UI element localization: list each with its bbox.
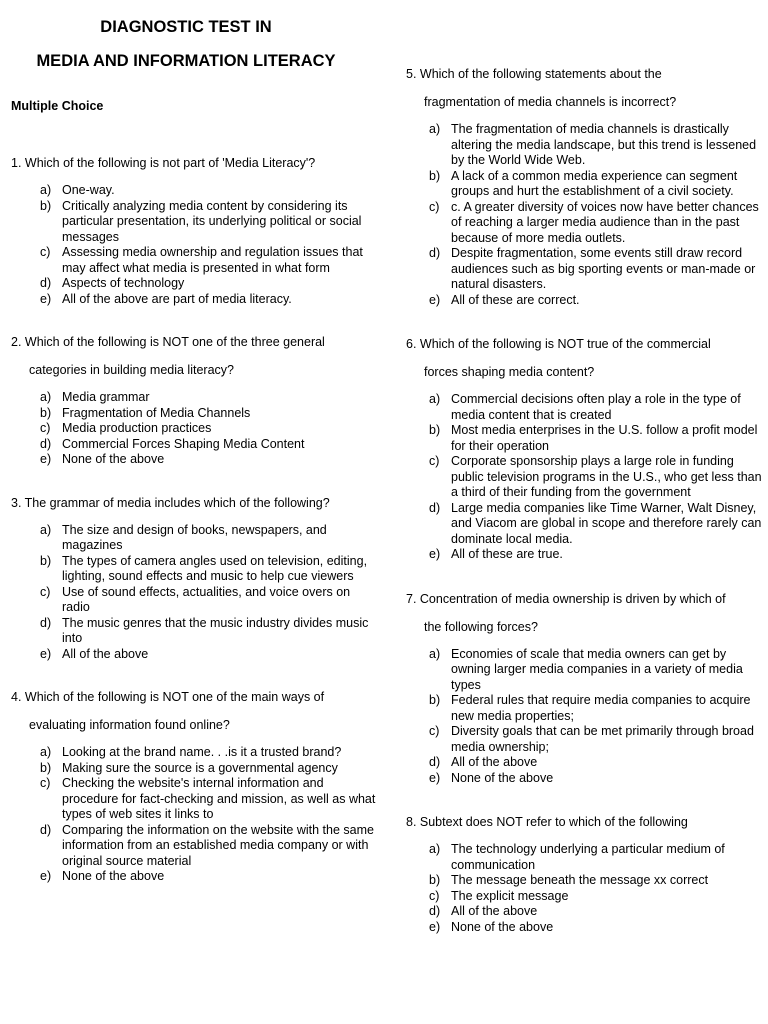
option-letter: b) bbox=[40, 760, 52, 775]
option-letter: c) bbox=[429, 454, 440, 468]
option-letter: e) bbox=[429, 770, 441, 785]
option-letter: a) bbox=[429, 646, 441, 661]
option-text: Looking at the brand name. . .is it a trusted brand? bbox=[62, 745, 342, 759]
option-letter: e) bbox=[40, 452, 52, 466]
option-letter: c) bbox=[40, 421, 51, 435]
answer-options bbox=[11, 745, 381, 885]
option-letter: a) bbox=[40, 183, 52, 197]
question-text: 5. Which of the following statements about the bbox=[406, 67, 662, 81]
option-text: All of these are correct. bbox=[451, 292, 580, 307]
option-text: The music genres that the music industry divides music into bbox=[62, 615, 369, 645]
option-text: Assessing media ownership and regulation issues that may affect what media is presented in what form bbox=[62, 245, 363, 275]
answer-options bbox=[11, 183, 381, 307]
question-text: 6. Which of the following is NOT true of the commercial bbox=[406, 337, 711, 351]
option-text: Economies of scale that media owners can get by owning larger media companies in a variety of media types bbox=[451, 646, 743, 692]
option-e bbox=[11, 647, 381, 663]
answer-options bbox=[11, 523, 381, 663]
option-text: Commercial decisions often play a role in the type of media content that is created bbox=[451, 392, 741, 422]
question-5 bbox=[406, 66, 762, 308]
option-c bbox=[406, 200, 762, 247]
option-a bbox=[11, 390, 381, 406]
option-a bbox=[406, 647, 762, 694]
answer-options bbox=[406, 122, 762, 308]
option-e bbox=[406, 920, 762, 936]
answer-options bbox=[11, 390, 381, 468]
option-text: Most media enterprises in the U.S. follow a profit model for their operation bbox=[451, 423, 758, 453]
option-a bbox=[11, 523, 381, 554]
question-text: 8. Subtext does NOT refer to which of the following bbox=[406, 815, 688, 829]
option-b bbox=[11, 406, 381, 422]
option-text: The types of camera angles used on television, editing, lighting, sound effects and music to help cue viewers bbox=[62, 553, 368, 583]
document-title-line1: DIAGNOSTIC TEST IN bbox=[100, 18, 272, 36]
question-text: 4. Which of the following is NOT one of the main ways of bbox=[11, 690, 325, 704]
option-letter: b) bbox=[40, 553, 52, 568]
question-text: 7. Concentration of media ownership is driven by which of bbox=[406, 591, 726, 606]
question-text: 2. Which of the following is NOT one of the three general bbox=[11, 335, 325, 349]
option-letter: a) bbox=[40, 745, 52, 759]
option-letter: e) bbox=[40, 291, 52, 306]
option-text: The message beneath the message xx correct bbox=[451, 873, 709, 887]
option-d bbox=[11, 616, 381, 647]
section-heading: Multiple Choice bbox=[11, 99, 104, 113]
option-a bbox=[406, 392, 762, 423]
option-c bbox=[11, 245, 381, 276]
option-text: None of the above bbox=[451, 919, 554, 934]
answer-options bbox=[406, 392, 762, 563]
option-letter: a) bbox=[429, 392, 441, 406]
question-text-continued: the following forces? bbox=[424, 619, 538, 634]
option-b bbox=[11, 761, 381, 777]
option-text: All of the above bbox=[62, 646, 149, 661]
option-letter: c) bbox=[40, 584, 51, 599]
option-d bbox=[406, 501, 762, 548]
option-a bbox=[406, 122, 762, 169]
option-letter: d) bbox=[429, 904, 441, 918]
option-letter: b) bbox=[429, 693, 441, 707]
option-letter: a) bbox=[40, 390, 52, 404]
option-e bbox=[406, 293, 762, 309]
option-c bbox=[11, 585, 381, 616]
question-3 bbox=[11, 495, 381, 663]
option-b bbox=[406, 693, 762, 724]
option-text: None of the above bbox=[62, 452, 165, 466]
option-text: All of the above bbox=[451, 755, 538, 769]
answer-options bbox=[406, 647, 762, 787]
option-letter: c) bbox=[429, 199, 440, 214]
option-a bbox=[406, 842, 762, 873]
option-text: Fragmentation of Media Channels bbox=[62, 405, 251, 420]
option-letter: d) bbox=[429, 500, 441, 515]
option-a bbox=[11, 183, 381, 199]
option-letter: b) bbox=[429, 168, 441, 183]
option-text: Media production practices bbox=[62, 421, 212, 435]
option-text: The technology underlying a particular medium of communication bbox=[451, 842, 725, 872]
question-1 bbox=[11, 155, 381, 307]
question-7 bbox=[406, 591, 762, 787]
option-text: Federal rules that require media companies to acquire new media properties; bbox=[451, 693, 751, 723]
option-e bbox=[406, 547, 762, 563]
document-title-line2: MEDIA AND INFORMATION LITERACY bbox=[36, 52, 336, 70]
option-letter: e) bbox=[429, 919, 441, 934]
question-text: 1. Which of the following is not part of 'Media Literacy'? bbox=[11, 156, 316, 170]
option-text: One-way. bbox=[62, 183, 115, 197]
option-letter: c) bbox=[40, 245, 51, 259]
question-2 bbox=[11, 334, 381, 468]
option-text: A lack of a common media experience can segment groups and hurt the establishment of a civil society. bbox=[451, 168, 738, 198]
option-letter: d) bbox=[40, 436, 52, 451]
option-c bbox=[11, 421, 381, 437]
option-letter: d) bbox=[429, 246, 441, 260]
option-letter: d) bbox=[40, 276, 52, 290]
option-letter: c) bbox=[429, 888, 440, 903]
option-b bbox=[406, 873, 762, 889]
option-text: All of the above are part of media literacy. bbox=[62, 291, 292, 306]
option-text: Making sure the source is a governmental agency bbox=[62, 760, 338, 775]
option-b bbox=[406, 169, 762, 200]
option-b bbox=[11, 554, 381, 585]
option-d bbox=[11, 437, 381, 453]
question-text-continued: evaluating information found online? bbox=[29, 718, 230, 732]
option-e bbox=[11, 452, 381, 468]
option-letter: d) bbox=[40, 615, 52, 630]
option-text: Comparing the information on the website with the same information from an established media company or with original source material bbox=[62, 822, 374, 868]
option-letter: d) bbox=[429, 755, 441, 769]
option-text: Diversity goals that can be met primarily through broad media ownership; bbox=[451, 724, 754, 754]
left-column bbox=[11, 10, 381, 885]
option-letter: e) bbox=[429, 292, 441, 307]
option-b bbox=[406, 423, 762, 454]
right-column bbox=[406, 66, 762, 935]
option-d bbox=[406, 755, 762, 771]
option-letter: a) bbox=[429, 122, 441, 136]
option-text: None of the above bbox=[62, 869, 165, 883]
option-e bbox=[406, 771, 762, 787]
option-c bbox=[406, 454, 762, 501]
option-letter: e) bbox=[40, 869, 52, 883]
option-text: Aspects of technology bbox=[62, 276, 185, 290]
option-text: Critically analyzing media content by considering its particular presentation, its underlying political or social messages bbox=[62, 198, 362, 244]
option-text: Despite fragmentation, some events still draw record audiences such as big sporting events or man-made or natural disasters. bbox=[451, 246, 756, 291]
option-text: Large media companies like Time Warner, Walt Disney, and Viacom are global in scope and therefore rarely can dominate local media. bbox=[451, 500, 762, 546]
option-d bbox=[11, 823, 381, 870]
option-text: Media grammar bbox=[62, 390, 150, 404]
question-text-continued: forces shaping media content? bbox=[424, 365, 595, 379]
answer-options bbox=[406, 842, 762, 935]
option-letter: b) bbox=[40, 198, 52, 213]
option-c bbox=[406, 724, 762, 755]
option-d bbox=[406, 246, 762, 293]
option-e bbox=[11, 869, 381, 885]
option-text: Use of sound effects, actualities, and voice overs on radio bbox=[62, 584, 351, 614]
option-letter: e) bbox=[429, 547, 441, 561]
option-b bbox=[11, 199, 381, 246]
option-letter: d) bbox=[40, 822, 52, 837]
option-a bbox=[11, 745, 381, 761]
option-text: Commercial Forces Shaping Media Content bbox=[62, 436, 305, 451]
option-letter: b) bbox=[429, 873, 441, 887]
option-c bbox=[11, 776, 381, 823]
question-text-continued: categories in building media literacy? bbox=[29, 363, 234, 377]
option-letter: a) bbox=[40, 522, 52, 537]
option-text: Corporate sponsorship plays a large role in funding public television programs in the U.S., who get less than a third of their funding from the government bbox=[451, 454, 762, 499]
question-4 bbox=[11, 689, 381, 885]
option-letter: c) bbox=[429, 724, 440, 738]
option-text: Checking the website's internal information and procedure for fact-checking and mission, as well as what types of web sites it links to bbox=[62, 776, 376, 821]
option-d bbox=[11, 276, 381, 292]
option-text: All of these are true. bbox=[451, 547, 563, 561]
option-e bbox=[11, 292, 381, 308]
option-letter: b) bbox=[40, 405, 52, 420]
option-text: None of the above bbox=[451, 770, 554, 785]
option-text: The fragmentation of media channels is drastically altering the media landscape, but this trend is lessened by the World Wide Web. bbox=[451, 122, 757, 167]
option-letter: c) bbox=[40, 776, 51, 790]
option-letter: e) bbox=[40, 646, 52, 661]
option-letter: b) bbox=[429, 423, 441, 437]
question-6 bbox=[406, 336, 762, 563]
option-text: The explicit message bbox=[451, 888, 569, 903]
option-text: The size and design of books, newspapers, and magazines bbox=[62, 522, 327, 552]
option-text: All of the above bbox=[451, 904, 538, 918]
question-text: 3. The grammar of media includes which of the following? bbox=[11, 495, 330, 510]
question-8 bbox=[406, 814, 762, 935]
option-text: c. A greater diversity of voices now have better chances of reaching a larger media audience than in the past because of more media outlets. bbox=[451, 199, 759, 245]
option-letter: a) bbox=[429, 842, 441, 856]
question-text-continued: fragmentation of media channels is incorrect? bbox=[424, 95, 677, 109]
option-c bbox=[406, 889, 762, 905]
option-d bbox=[406, 904, 762, 920]
